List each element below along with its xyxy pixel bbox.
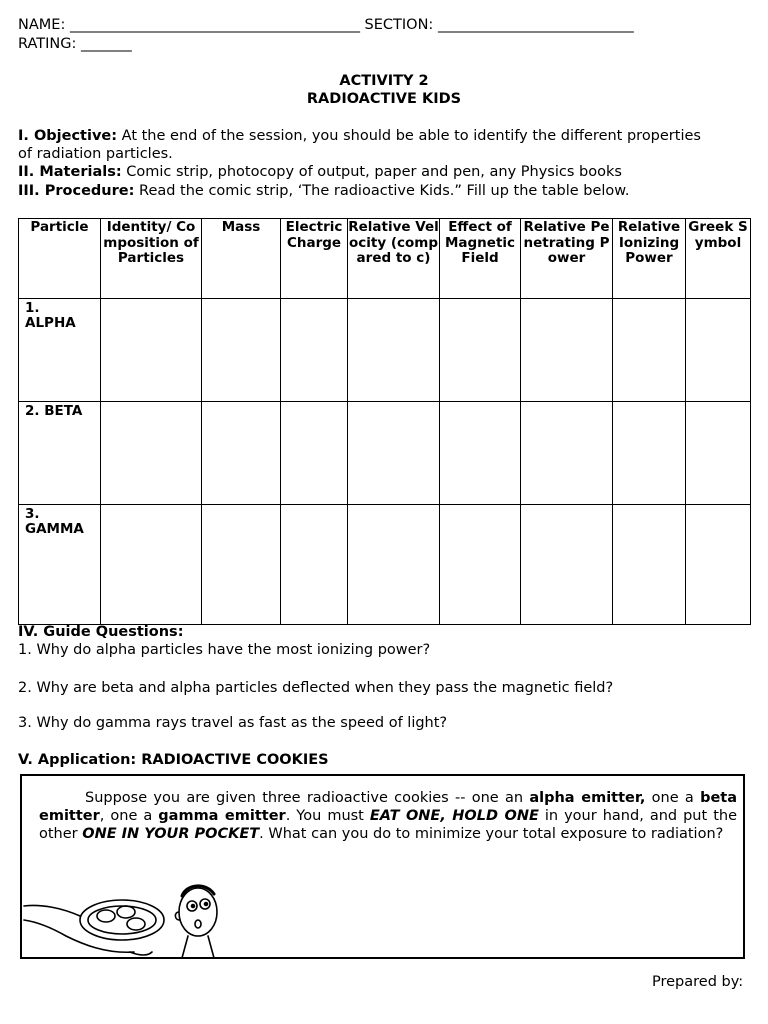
app-text: . What can you do to minimize your total exposure to radiation?: [259, 826, 724, 842]
rating-blank[interactable]: _______: [81, 36, 132, 52]
activity-name: RADIOACTIVE KIDS: [306, 91, 462, 107]
section-blank[interactable]: ___________________________: [437, 17, 634, 33]
table-cell[interactable]: [281, 505, 348, 625]
questions-heading: IV. Guide Questions:: [18, 624, 184, 640]
objective-label: I. Objective:: [18, 128, 118, 144]
cookie-illustration: [22, 876, 252, 958]
table-cell[interactable]: [281, 299, 348, 402]
rating-line: [18, 35, 132, 53]
table-cell[interactable]: [521, 505, 613, 625]
table-cell[interactable]: [686, 402, 751, 505]
app-bold-italic-pocket: ONE IN YOUR POCKET: [82, 826, 260, 842]
section-label: SECTION:: [364, 17, 434, 33]
table-cell[interactable]: [613, 299, 686, 402]
app-bold-gamma: gamma emitter: [158, 808, 286, 824]
app-text: one a: [645, 790, 701, 806]
table-cell[interactable]: [440, 402, 521, 505]
particle-name: 1. ALPHA: [19, 299, 101, 402]
name-label: NAME:: [18, 17, 66, 33]
objective-text: At the end of the session, you should be able to identify the different properties: [121, 128, 701, 144]
table-cell[interactable]: [686, 505, 751, 625]
table-cell[interactable]: [101, 299, 202, 402]
table-cell[interactable]: [348, 299, 440, 402]
column-header: Effect of Magnetic Field: [440, 219, 521, 299]
table-cell[interactable]: [101, 402, 202, 505]
table-cell[interactable]: [521, 299, 613, 402]
column-header: Particle: [19, 219, 101, 299]
materials-label: II. Materials:: [18, 164, 122, 180]
application-box: [20, 774, 745, 959]
table-cell[interactable]: [348, 505, 440, 625]
column-header: Relative Velocity (compared to c): [348, 219, 440, 299]
column-header: Electric Charge: [281, 219, 348, 299]
objective-text-2: of radiation particles.: [18, 146, 173, 162]
procedure-label: III. Procedure:: [18, 183, 135, 199]
arm-outline: [24, 905, 80, 916]
table-cell[interactable]: [281, 402, 348, 505]
column-header: Relative Ionizing Power: [613, 219, 686, 299]
table-cell[interactable]: [613, 505, 686, 625]
objective-line: [18, 127, 701, 145]
app-text: . You must: [285, 808, 370, 824]
question-2: 2. Why are beta and alpha particles deflected when they pass the magnetic field?: [18, 680, 614, 696]
objective-line-2: [18, 145, 173, 163]
app-bold-beta: beta emitter: [39, 790, 737, 824]
properties-table: [18, 218, 751, 625]
app-bold-italic-eat: EAT ONE, HOLD ONE: [369, 808, 539, 824]
question-1: 1. Why do alpha particles have the most ionizing power?: [18, 642, 431, 658]
table-cell[interactable]: [440, 299, 521, 402]
app-text: , one a: [99, 808, 159, 824]
cookie-icon: [97, 910, 115, 922]
column-header: Identity/ Composition of Particles: [101, 219, 202, 299]
rating-label: RATING:: [18, 36, 77, 52]
app-text: Suppose you are given three radioactive cookies -- one an: [85, 790, 530, 806]
procedure-text: Read the comic strip, ‘The radioactive Kids.” Fill up the table below.: [139, 183, 630, 199]
column-header: Mass: [202, 219, 281, 299]
app-bold-alpha: alpha emitter,: [529, 790, 646, 806]
cookie-icon: [117, 906, 135, 918]
table-cell[interactable]: [348, 402, 440, 505]
table-cell[interactable]: [202, 505, 281, 625]
table-row: [19, 505, 751, 625]
materials-line: [18, 163, 622, 181]
particle-name: 2. BETA: [19, 402, 101, 505]
application-heading: V. Application: RADIOACTIVE COOKIES: [18, 752, 329, 768]
name-line: [18, 16, 634, 34]
table-cell[interactable]: [613, 402, 686, 505]
table-cell[interactable]: [440, 505, 521, 625]
column-header: Relative Penetrating Power: [521, 219, 613, 299]
materials-text: Comic strip, photocopy of output, paper and pen, any Physics books: [126, 164, 622, 180]
name-blank[interactable]: ________________________________________: [69, 17, 360, 33]
arm-lower-outline: [24, 920, 134, 952]
table-row: [19, 299, 751, 402]
table-cell[interactable]: [686, 299, 751, 402]
table-cell[interactable]: [521, 402, 613, 505]
table-cell[interactable]: [202, 402, 281, 505]
app-text: in your hand, and put the other: [39, 808, 737, 842]
activity-title: ACTIVITY 2: [339, 73, 429, 89]
question-3: 3. Why do gamma rays travel as fast as the speed of light?: [18, 715, 448, 731]
cookie-icon: [127, 918, 145, 930]
table-cell[interactable]: [101, 505, 202, 625]
particle-name: 3. GAMMA: [19, 505, 101, 625]
table-cell[interactable]: [202, 299, 281, 402]
column-header: Greek Symbol: [686, 219, 751, 299]
table-header-row: [19, 219, 751, 299]
application-text: [39, 789, 737, 843]
table-row: [19, 402, 751, 505]
prepared-by: Prepared by:: [652, 974, 744, 990]
procedure-line: [18, 182, 629, 200]
